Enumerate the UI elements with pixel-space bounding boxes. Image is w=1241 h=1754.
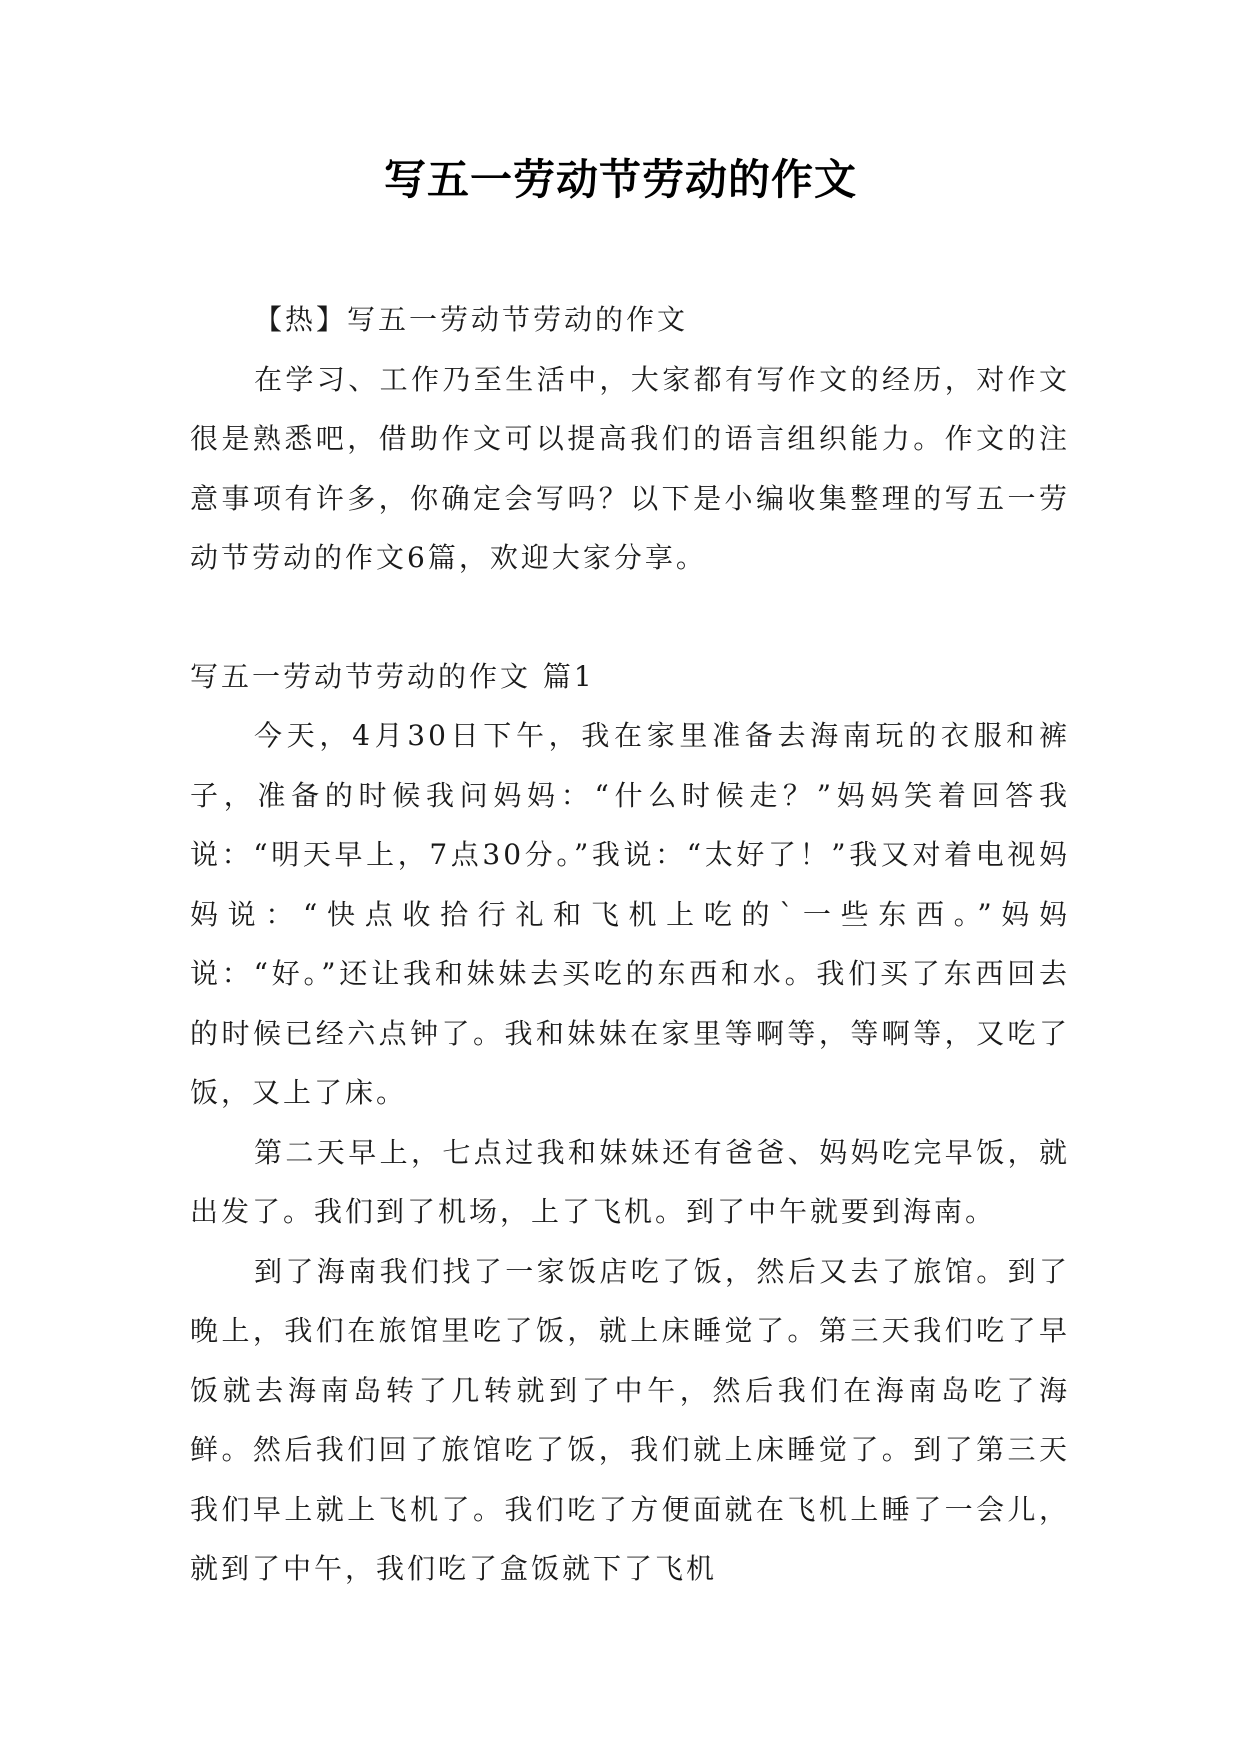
body-paragraph-3: 到了海南我们找了一家饭店吃了饭，然后又去了旅馆。到了晚上，我们在旅馆里吃了饭，就上床睡觉了。第三天我们吃了早饭就去海南岛转了几转就到了中午，然后我们在海南岛吃了海鲜。然后我们回了旅馆吃了饭，我们就上床睡觉了。到了第三天我们早上就上飞机了。我们吃了方便面就在飞机上睡了一会儿，就到了中午，我们吃了盒饭就下了飞机 <box>190 1254 1070 1585</box>
body-paragraph-1: 今天，4月30日下午，我在家里准备去海南玩的衣服和裤子，准备的时候我问妈妈：“什么时候走？”妈妈笑着回答我说：“明天早上，7点30分。”我说：“太好了！”我又对着电视妈妈说：“快点收拾行礼和飞机上吃的`一些东西。”妈妈说：“好。”还让我和妹妹去买吃的东西和水。我们买了东西回去的时候已经六点钟了。我和妹妹在家里等啊等，等啊等，又吃了饭，又上了床。 <box>190 719 1070 1109</box>
intro-paragraph: 在学习、工作乃至生活中，大家都有写作文的经历，对作文很是熟悉吧，借助作文可以提高我们的语言组织能力。作文的注意事项有许多，你确定会写吗？以下是小编收集整理的写五一劳动节劳动的作文6篇，欢迎大家分享。 <box>190 362 1070 574</box>
document-body <box>190 290 1070 1599</box>
section-heading: 写五一劳动节劳动的作文 篇1 <box>190 659 595 693</box>
intro-tag-line: 【热】写五一劳动节劳动的作文 <box>254 303 689 336</box>
document-title: 写五一劳动节劳动的作文 <box>383 155 857 204</box>
body-paragraph-2: 第二天早上，七点过我和妹妹还有爸爸、妈妈吃完早饭，就出发了。我们到了机场，上了飞机。到了中午就要到海南。 <box>190 1135 1070 1228</box>
